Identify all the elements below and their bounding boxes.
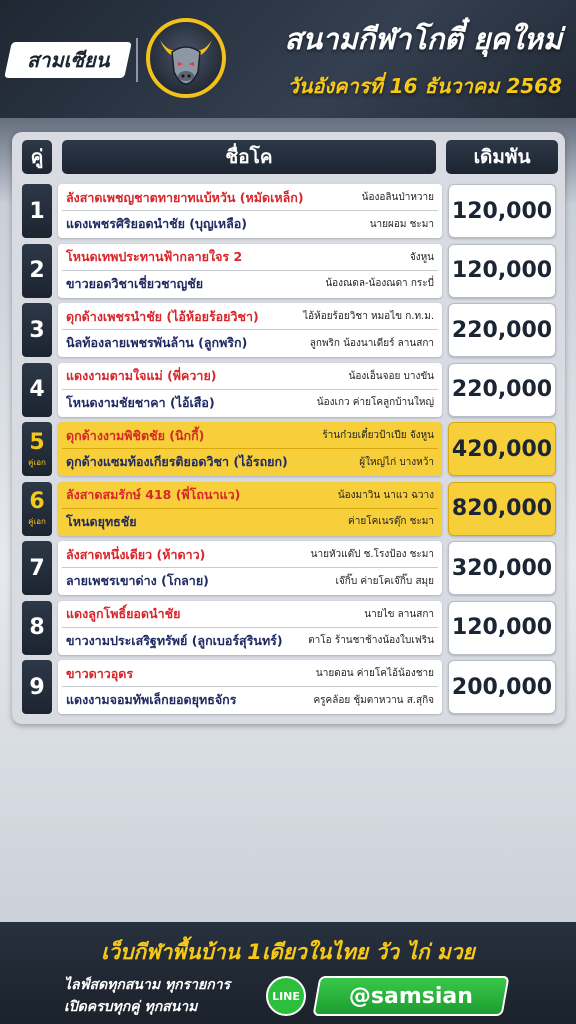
- line-icon-label: LINE: [272, 989, 300, 1003]
- header-name: ชื่อโค: [62, 140, 436, 174]
- fighter-b-name: นิลท้องลายเพชรพันล้าน (ลูกพริก): [66, 335, 248, 350]
- fighter-a-name: ขาวดาวอุดร: [66, 665, 134, 681]
- fighter-a-owner: นายดอน ค่ายโคไอ้น้องชาย: [315, 668, 434, 679]
- fighter-a-name: แดงลูกโพธิ์ยอดนำชัย: [66, 606, 181, 621]
- bet-amount: 200,000: [448, 660, 556, 714]
- main-event-label: คู่เอก: [28, 457, 46, 467]
- fighter-b-name: โหนดยุทธชัย: [66, 513, 137, 529]
- pair-number: [22, 601, 52, 655]
- pair-number-text: 3: [29, 317, 45, 343]
- fighter-b-name: ลายเพชรเขาด่าง (โกลาย): [66, 573, 209, 588]
- pair-number: [22, 482, 52, 536]
- main-event-label: คู่เอก: [28, 517, 46, 526]
- fighter-a-owner: ไอ้ห้อยร้อยวิชา หมอไข ก.ท.ม.: [303, 311, 434, 322]
- footer-tagline: เว็บกีฬาพื้นบ้าน 1เดียวในไทย วัว ไก่ มวย: [101, 940, 475, 964]
- fighter-a-name: ลังสาดหนึ่งเดียว (ห้าดาว): [66, 546, 206, 562]
- fighter-b: [62, 509, 438, 535]
- fighter-a: [62, 661, 438, 687]
- pair-number-text: 7: [29, 555, 45, 581]
- fighters-cell: [58, 482, 442, 536]
- pair-number-text: 5: [29, 429, 45, 455]
- pair-number: [22, 541, 52, 595]
- footer-line2: เปิดครบทุกคู่ ทุกสนาม: [64, 999, 198, 1015]
- fighter-b-owner: ค่ายโคเนรตุ๊ก ชะมา: [348, 516, 434, 527]
- fighter-a-name: ลังสาดสมรักษ์ 418 (พี่โถนาแว): [66, 487, 241, 502]
- footer: [0, 922, 576, 1024]
- table-row: [12, 541, 565, 595]
- fighter-b-owner: ผู้ใหญ่ไก่ บางหว้า: [359, 456, 434, 468]
- table-row: [12, 184, 565, 238]
- fighters-cell: [58, 541, 442, 595]
- header: [0, 0, 576, 118]
- line-handle-text: @samsian: [348, 983, 473, 1009]
- table-row: [12, 601, 565, 655]
- fighter-b-name: ดุกด้างแซมท้องเกียรติยอดวิชา (ไอ้รถยก): [66, 454, 288, 469]
- fighter-a: [62, 423, 438, 449]
- fighter-b-name: แดงงามจอมทัพเล็กยอดยุทธจักร: [66, 692, 237, 707]
- pair-number-text: 9: [29, 674, 45, 700]
- fighter-b-name: โหนดงามชัยชาคา (ไอ้เสือ): [66, 394, 215, 410]
- pair-number: [22, 184, 52, 238]
- fighter-a: [62, 185, 438, 211]
- fighter-b: [62, 390, 438, 416]
- fighter-b-name: ขาวยอดวิชาเชี่ยวชาญชัย: [66, 275, 204, 291]
- bet-amount: 320,000: [448, 541, 556, 595]
- bet-amount: 120,000: [448, 601, 556, 655]
- table-row: [12, 244, 565, 298]
- fighter-a-owner: จังหูน: [409, 251, 434, 263]
- fighter-a-owner: นายไข ลานสกา: [364, 608, 434, 620]
- fighter-a-owner: น้องเอ็นจอย บางขัน: [348, 370, 434, 382]
- fighter-b: [62, 687, 438, 713]
- bet-amount: 220,000: [448, 303, 556, 357]
- fight-table: [12, 132, 565, 724]
- fighters-cell: [58, 660, 442, 714]
- fighter-b-name: ขาวงามประเสริฐทรัพย์ (ลูกเบอร์สุรินทร์): [66, 632, 283, 648]
- fighter-a-name: ดุกด้างงามพิชิตชัย (นิกกี้): [66, 427, 205, 443]
- fighter-a-name: ดุกด้างเพชรนำชัย (ไอ้ห้อยร้อยวิชา): [66, 308, 259, 324]
- footer-line1: ไลฟ์สดทุกสนาม ทุกรายการ: [64, 977, 231, 993]
- bet-amount: 120,000: [448, 184, 556, 238]
- fighter-b-owner: นายผอม ชะมา: [369, 218, 434, 230]
- pair-number: [22, 244, 52, 298]
- pair-number-text: 6: [29, 489, 45, 514]
- table-row: [12, 422, 565, 476]
- fighter-b-owner: ลูกพริก น้องนาเดียร์ ลานสกา: [309, 337, 434, 349]
- fighter-b-owner: น้องเกว ค่ายโคลูกบ้านใหญ่: [316, 397, 434, 408]
- pair-number-text: 1: [29, 198, 45, 224]
- pair-number-text: 2: [29, 258, 45, 283]
- fighter-a: [62, 483, 438, 509]
- pair-number: [22, 303, 52, 357]
- header-pair: คู่: [22, 140, 52, 174]
- pair-number: [22, 660, 52, 714]
- pair-number: [22, 422, 52, 476]
- fighter-b-owner: ตาโอ ร้านชาช้างน้องใบเฟริน: [308, 635, 434, 646]
- pair-number-text: 8: [29, 615, 45, 640]
- fighters-cell: [58, 422, 442, 476]
- fighter-a-name: แดงงามตามใจแม่ (พี่ควาย): [66, 368, 217, 383]
- fighter-b: [62, 568, 438, 594]
- fighter-b-name: แดงเพชรศิริยอดนำชัย (บุญเหลือ): [66, 216, 247, 231]
- pair-number: [22, 363, 52, 417]
- line-handle-button[interactable]: [312, 976, 509, 1016]
- fighter-a: [62, 304, 438, 330]
- page-date: วันอังคารที่ 16 ธันวาคม 2568: [287, 74, 562, 98]
- line-app-icon[interactable]: [266, 976, 306, 1016]
- table-row: [12, 363, 565, 417]
- fighter-b: [62, 628, 438, 654]
- fighter-b-owner: เจ๊กิ๊บ ค่ายโคเจ๊กิ๊บ สมุย: [335, 575, 434, 587]
- table-row: [12, 482, 565, 536]
- fighter-a: [62, 364, 438, 390]
- fighters-cell: [58, 303, 442, 357]
- fighter-b-owner: ครูคล้อย ชุ้มตาหวาน ส.สุกิจ: [313, 694, 434, 706]
- fighter-a-name: ลังสาดเพชญชาตทายาทแบ้หวัน (หมัดเหล็ก): [66, 189, 304, 205]
- fighter-a-owner: น้องอลินป่าหวาย: [361, 192, 434, 203]
- table-row: [12, 660, 565, 714]
- fighter-a: [62, 602, 438, 628]
- fighter-b: [62, 330, 438, 356]
- fighter-a: [62, 245, 438, 271]
- bet-amount: 220,000: [448, 363, 556, 417]
- header-bet: เดิมพัน: [446, 140, 558, 174]
- fighter-b: [62, 271, 438, 297]
- bet-amount: 120,000: [448, 244, 556, 298]
- fighter-a-owner: ร้านก๋วยเตี๋ยวป้าเปีย จังหูน: [322, 430, 434, 441]
- bet-amount: 420,000: [448, 422, 556, 476]
- pair-number-text: 4: [29, 377, 45, 402]
- brand-text: สามเซียน: [26, 48, 110, 72]
- bull-head-icon: [146, 18, 226, 98]
- fighter-b-owner: น้องณดล-น้องณดา กระบี่: [325, 278, 434, 289]
- table-row: [12, 303, 565, 357]
- fighter-a-owner: น้องมาวิน นาแว ฉวาง: [337, 489, 434, 501]
- brand-logo: [4, 42, 132, 78]
- fighter-a: [62, 542, 438, 568]
- fighter-b: [62, 211, 438, 237]
- fighters-cell: [58, 601, 442, 655]
- page-title: สนามกีฬาโกตี๋ ยุคใหม่: [284, 22, 562, 56]
- fighters-cell: [58, 363, 442, 417]
- fighter-b: [62, 449, 438, 475]
- brand-divider: [136, 38, 138, 82]
- bet-amount: 820,000: [448, 482, 556, 536]
- fighter-a-owner: นายหัวแต๊ป ช.โรงป้อง ชะมา: [310, 549, 434, 560]
- fighters-cell: [58, 184, 442, 238]
- fighter-a-name: โหนดเทพประทานฟ้ากลายใจร 2: [66, 249, 243, 264]
- fighters-cell: [58, 244, 442, 298]
